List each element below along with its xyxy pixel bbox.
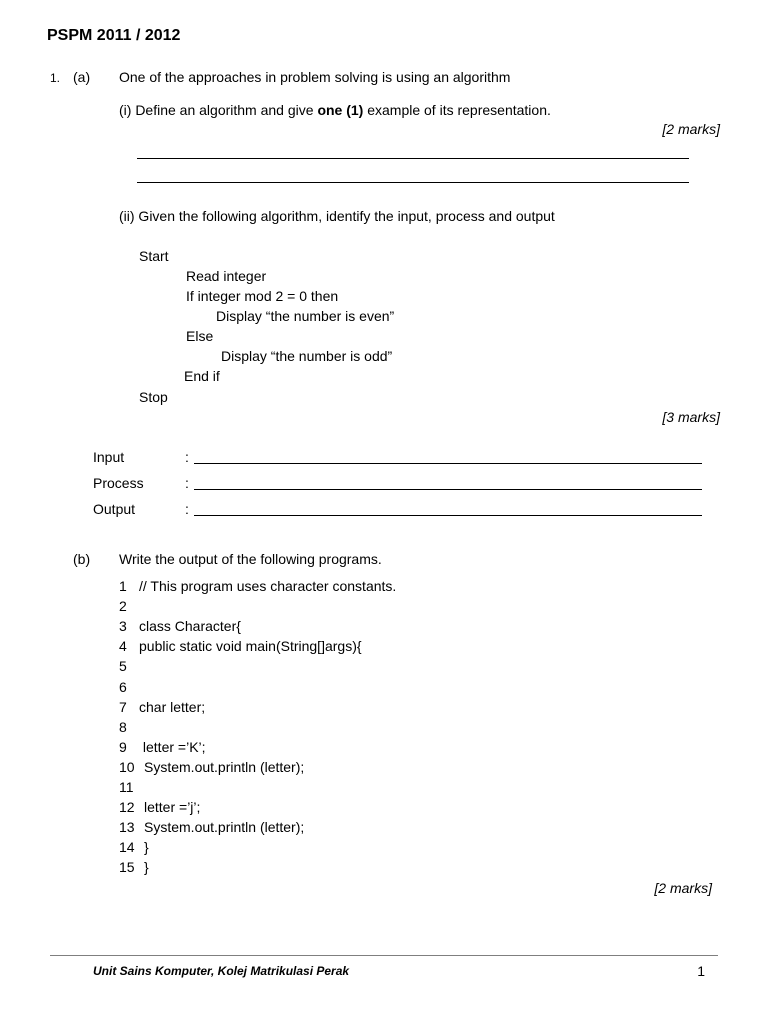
algorithm-line-read: Read integer (186, 268, 267, 284)
code-line-number: 1 (119, 578, 127, 594)
algorithm-line-start: Start (139, 248, 169, 264)
answer-sep-output: : (185, 501, 189, 517)
answer-line-output[interactable] (194, 515, 702, 516)
answer-label-input: Input (93, 449, 125, 465)
algorithm-line-endif: End if (184, 368, 220, 384)
code-line-text: letter =’K’; (139, 739, 206, 755)
marks-sub-ii: [3 marks] (662, 409, 720, 425)
code-line-number: 5 (119, 658, 127, 674)
code-line-number: 4 (119, 638, 127, 654)
answer-label-output: Output (93, 501, 136, 517)
part-b-label: (b) (73, 551, 91, 567)
code-line-number: 13 (119, 819, 135, 835)
code-line-text: } (144, 859, 149, 875)
code-line-text: // This program uses character constants. (139, 578, 397, 594)
answer-line-input[interactable] (194, 463, 702, 464)
footer-page-number: 1 (697, 963, 705, 979)
code-line-text: letter =’j’; (144, 799, 201, 815)
sub-i-text-bold: one (1) (317, 102, 364, 118)
algorithm-line-if: If integer mod 2 = 0 then (186, 288, 339, 304)
code-line-number: 12 (119, 799, 135, 815)
answer-line-2[interactable] (137, 182, 689, 183)
sub-i-text-before: (i) Define an algorithm and give (119, 102, 318, 118)
part-a-label: (a) (73, 69, 91, 85)
code-line-number: 7 (119, 699, 127, 715)
code-line-number: 2 (119, 598, 127, 614)
code-line-number: 6 (119, 679, 127, 695)
code-line-text: char letter; (139, 699, 206, 715)
marks-sub-i: [2 marks] (662, 121, 720, 137)
code-line-text: } (144, 839, 149, 855)
code-line-number: 3 (119, 618, 127, 634)
sub-question-ii: (ii) Given the following algorithm, identify the input, process and output (119, 208, 555, 224)
code-line-number: 10 (119, 759, 135, 775)
marks-part-b: [2 marks] (654, 880, 712, 896)
code-line-number: 8 (119, 719, 127, 735)
question-number: 1. (50, 71, 61, 85)
answer-line-1[interactable] (137, 158, 689, 159)
page-title: PSPM 2011 / 2012 (47, 27, 181, 44)
sub-i-text-after: example of its representation. (363, 102, 551, 118)
answer-label-process: Process (93, 475, 144, 491)
part-a-intro: One of the approaches in problem solving is using an algorithm (119, 69, 511, 85)
code-line-number: 11 (119, 779, 134, 795)
code-line-text: System.out.println (letter); (144, 759, 305, 775)
code-line-number: 15 (119, 859, 135, 875)
algorithm-line-else: Else (186, 328, 214, 344)
code-line-number: 9 (119, 739, 127, 755)
answer-line-process[interactable] (194, 489, 702, 490)
answer-sep-process: : (185, 475, 189, 491)
algorithm-line-stop: Stop (139, 389, 168, 405)
code-line-text: System.out.println (letter); (144, 819, 305, 835)
code-line-number: 14 (119, 839, 135, 855)
sub-question-i (119, 101, 551, 119)
algorithm-line-display-odd: Display “the number is odd” (221, 348, 393, 364)
part-b-text: Write the output of the following programs. (119, 551, 382, 567)
footer-institution: Unit Sains Komputer, Kolej Matrikulasi Perak (93, 964, 350, 978)
answer-sep-input: : (185, 449, 189, 465)
algorithm-line-display-even: Display “the number is even” (216, 308, 395, 324)
footer-divider (50, 955, 718, 956)
code-line-text: class Character{ (139, 618, 241, 634)
code-line-text: public static void main(String[]args){ (139, 638, 362, 654)
